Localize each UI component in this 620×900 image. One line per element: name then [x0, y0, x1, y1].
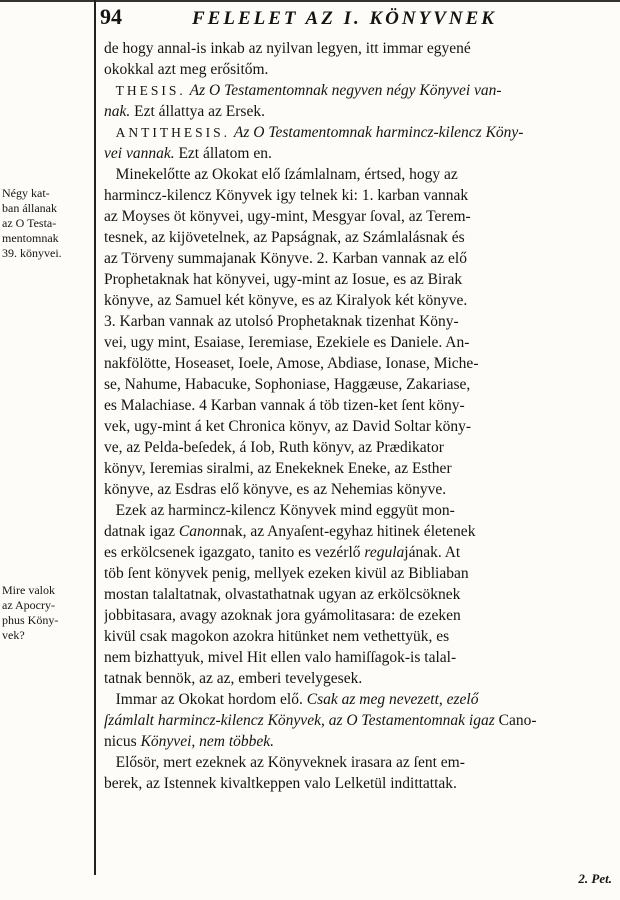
thesis-label: THESIS. — [115, 83, 186, 98]
text-line: se, Nahume, Habacuke, Sophoniase, Haggæuse, Zakariase, — [104, 376, 471, 393]
margin-note-line: 39. könyvei. — [2, 246, 62, 260]
text-line: töb ſent könyvek penig, mellyek ezeken kivül az Bibliaban — [104, 565, 469, 582]
thesis-line — [104, 101, 616, 122]
text-line: datnak igaz Canonnak, az Anyaſent-egyhaz hitinek életenek — [104, 523, 476, 540]
antithesis-line — [104, 122, 616, 143]
text-line: jobbitasara, avagy azoknak jora gyámolitasara: de ezeken — [104, 607, 461, 624]
running-title: FELELET AZ I. KÖNYVNEK — [192, 8, 497, 29]
text-line: mostan talaltatnak, olvastathatnak ugyan az erkölcsöknek — [104, 586, 461, 603]
margin-note-apocrypha — [2, 583, 92, 643]
antithesis-statement: Az O Testamentomnak harmincz-kilencz Köny- — [233, 124, 524, 141]
text-line: vei, ugy mint, Esaiase, Ieremiase, Ezekiele es Daniele. An- — [104, 334, 470, 351]
text-line: nem bizhattyuk, mivel Hit ellen valo hamiſſagok-is talal- — [104, 649, 457, 666]
margin-note-line: az O Testa- — [2, 216, 57, 230]
running-header — [100, 4, 618, 34]
text-line: könyv, Ieremias siralmi, az Enekeknek Eneke, az Esther — [104, 460, 452, 477]
main-text-column — [104, 38, 616, 794]
margin-note-line: mentomnak — [2, 231, 59, 245]
margin-note-four-classes — [2, 186, 92, 261]
margin-note-line: phus Köny- — [2, 613, 59, 627]
text-line: berek, az Istennek kivaltkeppen valo Lelketül indittattak. — [104, 775, 457, 792]
text-line: harmincz-kilencz Könyvek igy telnek ki: 1. karban vannak — [104, 187, 469, 204]
antithesis-statement-end: vei vannak. — [104, 145, 175, 162]
text-line: az Moyses öt könyvei, ugy-mint, Mesgyar ſoval, az Terem- — [104, 208, 471, 225]
text-line: az Törveny summajanak Könyve. 2. Karban vannak az elő — [104, 250, 467, 267]
margin-note-line: az Apocry- — [2, 598, 55, 612]
text-line: nakfölötte, Hoseaset, Ioele, Amose, Abdiase, Ionase, Miche- — [104, 355, 479, 372]
text-line: es Malachiase. 4 Karban vannak á töb tizen-ket ſent köny- — [104, 397, 465, 414]
text-line: Elősör, mert ezeknek az Könyveknek irasara az ſent em- — [115, 754, 465, 771]
margin-rule — [94, 0, 96, 875]
text-line: de hogy annal-is inkab az nyilvan legyen, itt immar egyené — [104, 40, 471, 57]
antithesis-label: ANTITHESIS. — [115, 125, 230, 140]
text-line: Immar az Okokat hordom elő. Csak az meg nevezett, ezelő — [115, 691, 479, 708]
text-line: Minekelőtte az Okokat elő ſzámlalnam, értsed, hogy az — [115, 166, 458, 183]
thesis-statement: Az O Testamentomnak negyven négy Könyvei van- — [189, 82, 502, 99]
page-number: 94 — [100, 4, 122, 29]
text-line: tatnak bennök, az az, emberi tevelygesek. — [104, 670, 363, 687]
antithesis-attribution: Ezt állatom en. — [178, 145, 272, 162]
text-line: es erkölcsenek igazgato, tanito es vezérlő regulajának. At — [104, 544, 461, 561]
text-line: Ezek az harmincz-kilencz Könyvek mind eggyüt mon- — [115, 502, 455, 519]
thesis-line — [104, 80, 616, 101]
text-line: könyve, az Samuel két könyve, es az Kiralyok két könyve. — [104, 292, 468, 309]
text-line: ve, az Pelda-beſedek, á Iob, Ruth könyv, az Prædikator — [104, 439, 444, 456]
margin-note-line: Mire valok — [2, 583, 55, 597]
thesis-attribution: Ezt állattya az Ersek. — [134, 103, 265, 120]
text-line: könyve, az Esdras elő könyve, es az Nehemias könyve. — [104, 481, 447, 498]
text-line: okokkal azt meg erősitőm. — [104, 61, 269, 78]
top-rule — [0, 0, 620, 2]
text-line: ſzámlalt harmincz-kilencz Könyvek, az O Testamentomnak igaz Cano- — [104, 712, 537, 729]
text-line: kivül csak magokon azokra hitünket nem vethettyük, es — [104, 628, 450, 645]
text-line: 3. Karban vannak az utolsó Prophetaknak tizenhat Köny- — [104, 313, 459, 330]
text-line: nicus Könyvei, nem többek. — [104, 733, 275, 750]
margin-note-line: Négy kat- — [2, 186, 50, 200]
catchword: 2. Pet. — [578, 871, 612, 886]
antithesis-line — [104, 143, 616, 164]
text-line: Prophetaknak hat könyvei, ugy-mint az Iosue, es az Birak — [104, 271, 463, 288]
thesis-statement-end: nak. — [104, 103, 131, 120]
margin-note-line: vek? — [2, 628, 25, 642]
margin-note-line: ban állanak — [2, 201, 57, 215]
text-line: tesnek, az kijövetelnek, az Papságnak, az Számlalásnak és — [104, 229, 465, 246]
text-line: vek, ugy-mint á ket Chronica könyv, az David Soltar köny- — [104, 418, 472, 435]
